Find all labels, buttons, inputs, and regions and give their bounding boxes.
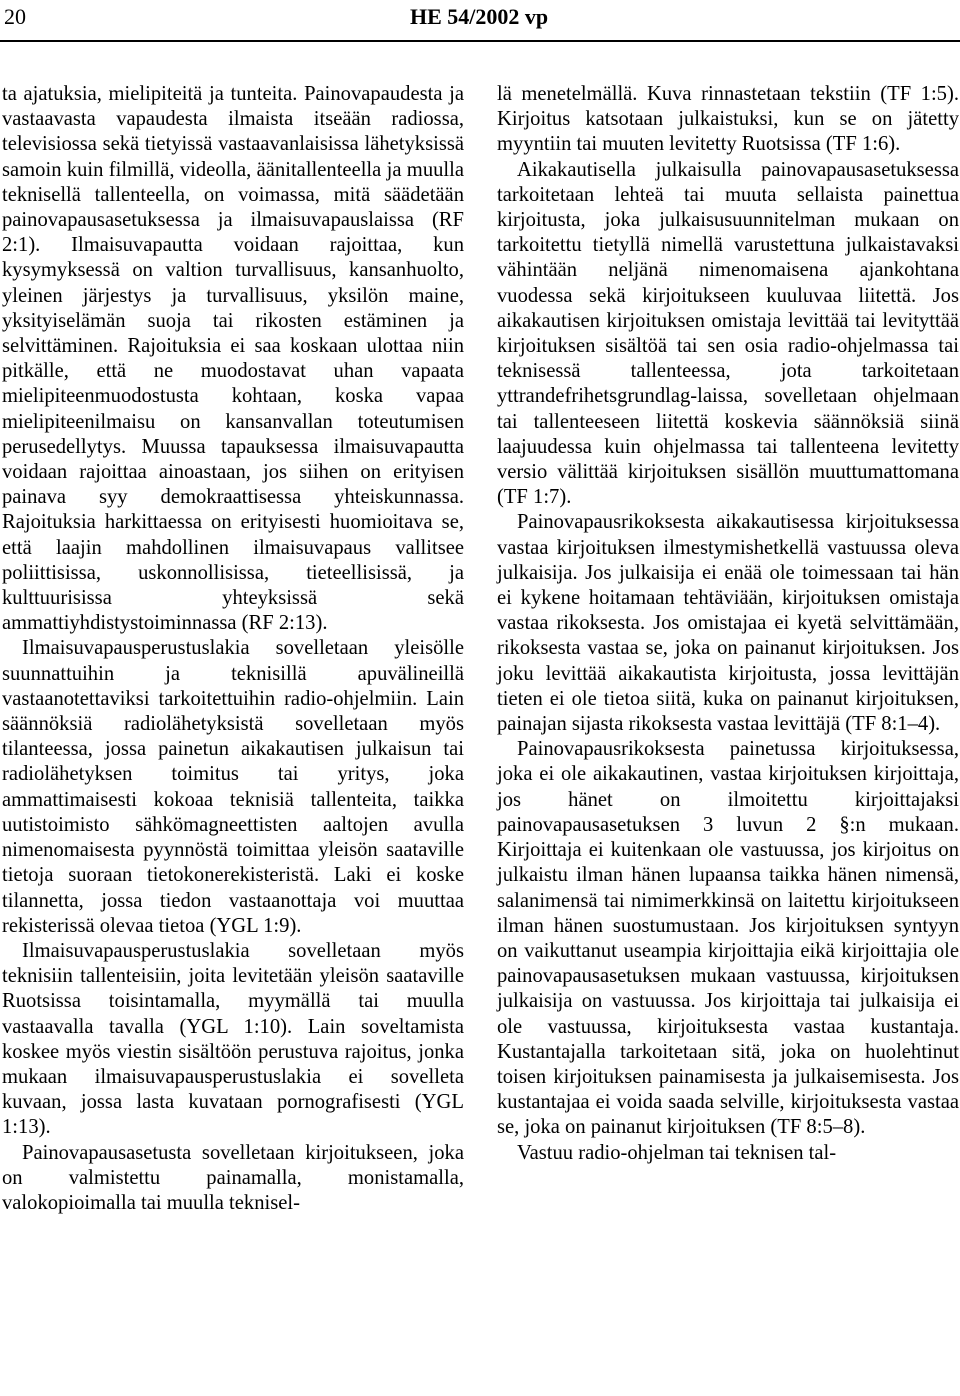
paragraph: Aikakautisella julkaisulla painovapausasetuksessa tarkoitetaan lehteä tai muuta sellaista painettua kirjoitusta, joka julkaisusuunnitelman mukaan on tarkoitettu tietyllä nimellä varustettuna julkaistavaksi vähintään neljänä nimenomaisena ajankohtana vuodessa sekä kirjoitukseen kuuluvaa liitettä. Jos aikakautisen kirjoituksen omistaja levittää tai levityttää kirjoituksen sisältöä tai sen osia radio-ohjelmassa tai teknisessä tallenteessa, jota tarkoitetaan yttrandefrihetsgrundlag-laissa, sovelletaan ohjelmaan tai tallenteeseen liitettä koskevia säännöksiä siinä laajuudessa kuin ohjelmassa tai tallenteena levitetty versio välittää kirjoituksen sisällön muuttumattomana (TF 1:7).	[497, 158, 959, 509]
paragraph: lä menetelmällä. Kuva rinnastetaan tekstiin (TF 1:5). Kirjoitus katsotaan julkaistuksi, kun se on jätetty myyntiin tai muuten levitetty Ruotsissa (TF 1:6).	[497, 83, 959, 156]
page-header	[0, 0, 960, 40]
paragraph: Ilmaisuvapausperustuslakia sovelletaan myös teknisiin tallenteisiin, joita levitetään yleisön saataville Ruotsissa toisintamalla, myymällä tai muulla vastaavalla tavalla (YGL 1:10). Lain soveltamista koskee myös viestin sisältöön perustuva rajoitus, jonka mukaan ilmaisuvapausperustuslakia ei sovelleta kuvaan, jossa lasta kuvataan pornografisesti (YGL 1:13).	[2, 939, 464, 1139]
paragraph: ta ajatuksia, mielipiteitä ja tunteita. Painovapaudesta ja vastaavasta vapaudesta ilmaista itseään radiossa, televisiossa sekä tietyissä vastaavanlaisissa lähetyksissä samoin kuin filmillä, videolla, äänitallenteella ja muulla teknisellä tallenteella, on voimassa, mitä säädetään painovapausasetuksessa ja ilmaisuvapauslaissa (RF 2:1). Ilmaisuvapautta voidaan rajoittaa, kun kysymyksessä on valtion turvallisuus, kansanhuolto, yleinen järjestys ja turvallisuus, yksilön maine, yksityiselämän suoja tai rikosten estäminen ja selvittäminen. Rajoituksia ei saa koskaan ulottaa niin pitkälle, että ne muodostavat uhan vapaata mielipiteenmuodostusta kohtaan, koska vapaa mielipiteenilmaisu on kansanvallan toteutumisen perusedellytys. Muussa tapauksessa ilmaisuvapautta voidaan rajoittaa ainoastaan, jos siihen on erityisen painava syy demokraattisessa yhteiskunnassa. Rajoituksia harkittaessa on erityisesti huomioitava se, että laajin mahdollinen ilmaisuvapaus vallitsee poliittisissa, uskonnollisissa, tieteellisissä, ja kulttuurisissa yhteyksissä sekä ammattiyhdistystoiminnassa (RF 2:13).	[2, 83, 464, 635]
paragraph: Vastuu radio-ohjelman tai teknisen tal-	[517, 1141, 837, 1164]
paragraph: Ilmaisuvapausperustuslakia sovelletaan yleisölle suunnattuihin ja teknisillä apuvälineillä vastaanotettaviksi tarkoitettuihin radio-ohjelmiin. Lain säännöksiä radiolähetyksistä sovelletaan myös tilanteessa, jossa painetun aikakautisen julkaisun tai radiolähetyksen toimitus tai yritys, joka ammattimaisesti kokoaa teknisiä tallenteita, taikka uutistoimisto sähkömagneettisten aaltojen avulla nimenomaisesta pyynnöstä toimittaa yleisön saataville tietoja suoraan tietokonerekisteristä. Laki ei koske tilannetta, jossa tiedon vastaanottaja voi muuttaa rekisterissä olevaa tietoa (YGL 1:9).	[2, 637, 464, 937]
header-rule	[0, 40, 960, 42]
page-number: 20	[4, 4, 26, 29]
right-column	[497, 82, 959, 1166]
left-column	[2, 82, 464, 1216]
paragraph: Painovapausasetusta sovelletaan kirjoitukseen, joka on valmistettu painamalla, monistamalla, valokopioimalla tai muulla teknisel-	[2, 1141, 464, 1214]
document-id: HE 54/2002 vp	[410, 4, 549, 29]
paragraph: Painovapausrikoksesta painetussa kirjoituksessa, joka ei ole aikakautinen, vastaa kirjoituksen kirjoittaja, jos hänet on ilmoitettu kirjoittajaksi painovapausasetuksen 3 luvun 2 §:n mukaan. Kirjoittaja ei kuitenkaan ole vastuussa, jos kirjoitus on julkaistu ilman hänen lupaansa taikka hänen nimensä, salanimensä tai nimimerkkinsä on laitettu kirjoitukseen ilman hänen suostumustaan. Jos kirjoituksen syntyyn on vaikuttanut useampia kirjoittajia eikä kirjoittajia ole painovapausasetuksen mukaan vastuussa, kirjoituksen julkaisija on vastuussa. Jos kirjoittaja tai julkaisija ei ole vastuussa, kirjoituksesta vastaa kustantaja. Kustantajalla tarkoitetaan sitä, joka on huolehtinut toisen kirjoituksen painamisesta ja julkaisemisesta. Jos kustantajaa ei voida saada selville, kirjoituksesta vastaa se, joka on painanut kirjoituksen (TF 8:5–8).	[497, 738, 959, 1139]
paragraph: Painovapausrikoksesta aikakautisessa kirjoituksessa vastaa kirjoituksen ilmestymishetkellä vastuussa oleva julkaisija. Jos julkaisija ei enää ole toimessaan tai hän ei kykene hoitamaan tehtäviään, kirjoituksen omistaja vastaa rikoksesta. Jos omistajaa ei kyetä selvittämään, rikoksesta vastaa se, joka on painanut kirjoituksen. Jos joku levittää aikakautista kirjoitusta, jossa levittäjän tieten ei ole tietoa siitä, kuka on painanut kirjoituksen, painajan sijasta rikoksesta vastaa levittäjä (TF 8:1–4).	[497, 511, 959, 736]
